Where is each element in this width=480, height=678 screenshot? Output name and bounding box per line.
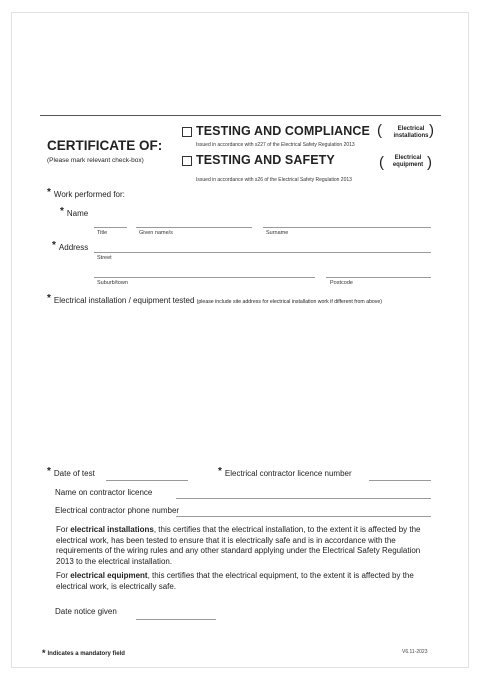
option-testing-safety-label: TESTING AND SAFETY (196, 153, 335, 167)
licence-label (218, 468, 352, 479)
contractor-name-field[interactable] (176, 498, 431, 499)
option-testing-compliance-label: TESTING AND COMPLIANCE (196, 124, 370, 138)
mandatory-asterisk: * (47, 293, 51, 304)
street-caption: Street (97, 255, 112, 261)
version-label: V6.11-2023 (402, 649, 428, 655)
tag-line: installations (393, 132, 429, 139)
surname-field[interactable] (263, 227, 431, 228)
contractor-name-label: Name on contractor licence (55, 488, 153, 497)
title-field[interactable] (94, 227, 127, 228)
certificate-title: CERTIFICATE OF: (47, 138, 163, 153)
equipment-statement (56, 571, 434, 592)
given-names-field[interactable] (136, 227, 252, 228)
date-notice-field[interactable] (136, 619, 216, 620)
mandatory-asterisk: * (60, 206, 64, 217)
statement-bold: electrical equipment (70, 571, 148, 580)
street-field[interactable] (94, 252, 431, 253)
name-text: Name (66, 209, 89, 218)
statement-text: , this certifies that the electrical equipment, to the extent it is affected by the electrical work, is electrically safe. (56, 571, 414, 591)
name-label (60, 208, 88, 219)
statement-bold: electrical installations (70, 525, 154, 534)
date-notice-label: Date notice given (55, 607, 117, 616)
date-of-test-label (47, 468, 95, 479)
checkbox-instruction: (Please mark relevant check-box) (47, 157, 144, 164)
paren-open: ( (377, 122, 382, 139)
contractor-phone-field[interactable] (176, 516, 431, 517)
date-of-test-field[interactable] (106, 480, 188, 481)
installation-text: Electrical installation / equipment tested (53, 296, 195, 305)
installation-label (47, 295, 382, 306)
mandatory-footnote (42, 647, 125, 657)
postcode-field[interactable] (326, 277, 431, 278)
issued-note-s26: Issued in accordance with s26 of the Electrical Safety Regulation 2013 (196, 177, 352, 183)
paren-close: ) (429, 122, 434, 139)
statement-text: For (56, 571, 71, 580)
checkbox-testing-safety[interactable] (182, 156, 192, 166)
installation-note: (please include site address for electrical installation work if different from above) (196, 299, 382, 305)
mandatory-asterisk: * (47, 466, 51, 477)
suburb-caption: Suburb/town (97, 280, 128, 286)
issued-note-s227: Issued in accordance with s227 of the Electrical Safety Regulation 2013 (196, 142, 355, 148)
surname-caption: Surname (266, 230, 289, 236)
tag-electrical-installations (390, 126, 432, 139)
paren-open: ( (379, 154, 384, 171)
date-of-test-text: Date of test (53, 469, 95, 478)
paren-close: ) (427, 154, 432, 171)
mandatory-asterisk: * (47, 187, 51, 198)
mandatory-footnote-text: Indicates a mandatory field (47, 651, 125, 657)
suburb-field[interactable] (94, 277, 315, 278)
installation-description-area[interactable] (56, 310, 432, 460)
licence-text: Electrical contractor licence number (224, 469, 352, 478)
title-caption: Title (97, 230, 108, 236)
tag-line: Electrical (397, 126, 425, 132)
mandatory-asterisk: * (218, 466, 222, 477)
checkbox-testing-compliance[interactable] (182, 127, 192, 137)
contractor-phone-label: Electrical contractor phone number (55, 506, 180, 515)
installations-statement (56, 525, 434, 567)
postcode-caption: Postcode (330, 280, 353, 286)
tag-line: equipment (392, 161, 424, 168)
work-performed-label (47, 189, 125, 200)
address-label (52, 242, 88, 253)
address-text: Address (58, 243, 89, 252)
mandatory-asterisk: * (42, 648, 46, 658)
statement-text: , this certifies that the electrical installation, to the extent it is affected by the electrical work, has been tested to ensure that it is electrically safe and is in accordance with the requirements of the wiring rules and any other standard applying under the Electrical Safety Regulation 2013 to the electrical installation. (56, 525, 421, 566)
tag-line: Electrical (394, 155, 422, 161)
tag-electrical-equipment (388, 155, 428, 168)
mandatory-asterisk: * (52, 240, 56, 251)
given-names-caption: Given name/s (139, 230, 173, 236)
statement-text: For (56, 525, 71, 534)
work-performed-text: Work performed for: (53, 190, 125, 199)
licence-number-field[interactable] (369, 480, 431, 481)
header-divider (40, 115, 441, 116)
